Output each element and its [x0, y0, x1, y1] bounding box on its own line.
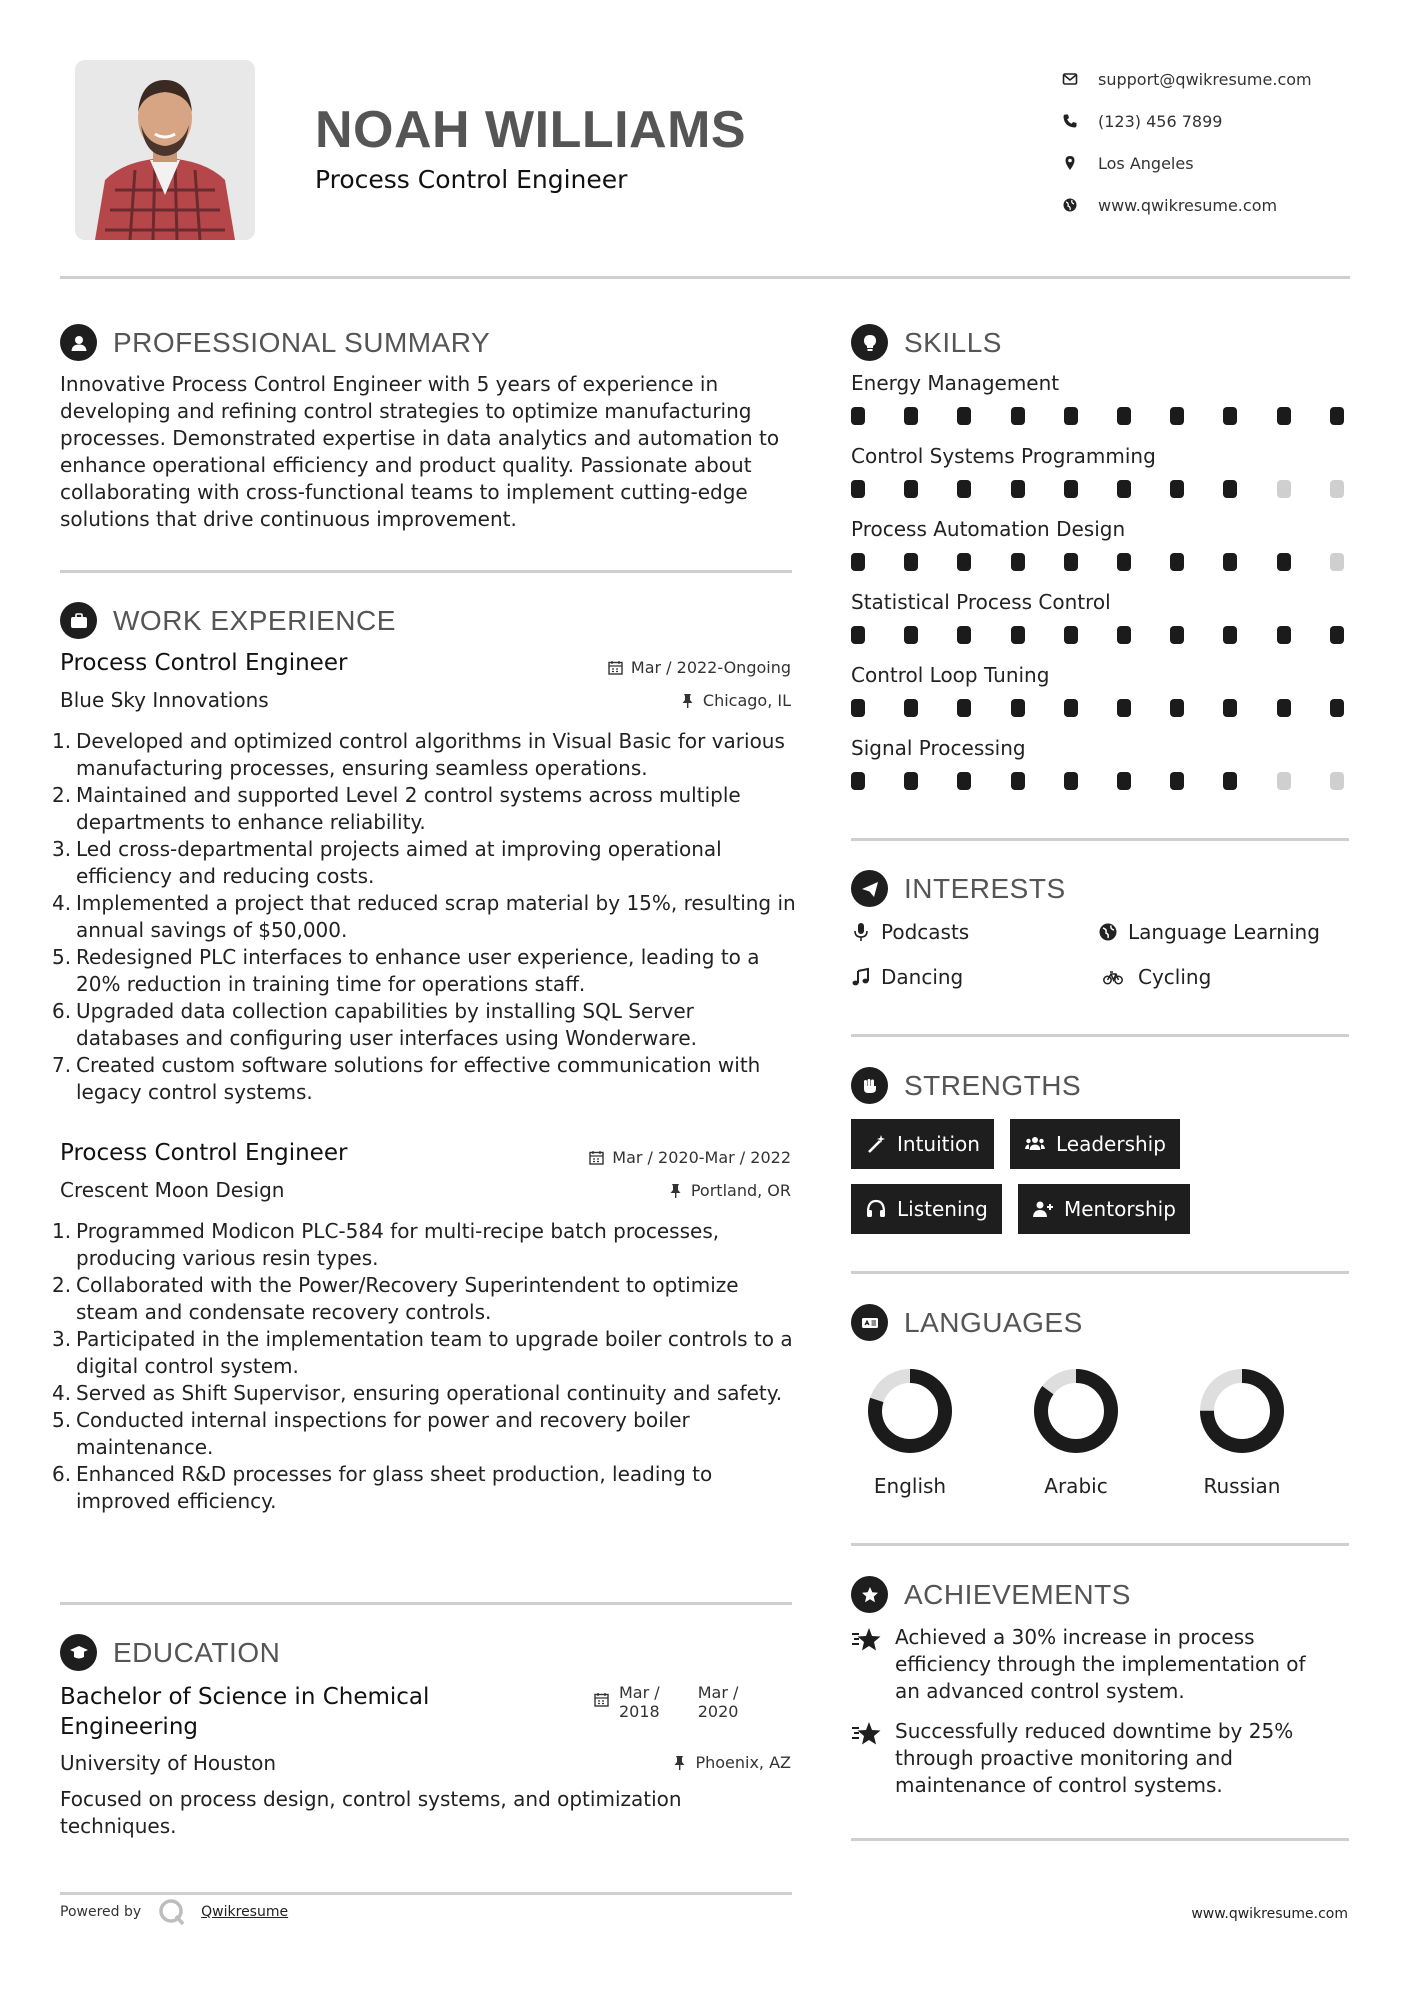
skill-dot-filled — [1064, 699, 1078, 717]
skill-dot-filled — [851, 772, 865, 790]
interest-item — [851, 965, 963, 989]
headphones-icon — [865, 1198, 887, 1220]
job-bullet — [52, 728, 801, 782]
calendar-icon — [589, 1150, 604, 1165]
calendar-icon — [608, 660, 623, 675]
bullet-number: 7. — [52, 1053, 72, 1077]
education-description: Focused on process design, control systems, and optimization techniques. — [60, 1787, 682, 1838]
interest-item — [1098, 965, 1211, 989]
pushpin-icon — [668, 1183, 683, 1198]
bullet-number: 6. — [52, 1462, 72, 1486]
skill-name: Process Automation Design — [851, 517, 1126, 541]
skill-dot-filled — [957, 626, 971, 644]
skill-dot-filled — [851, 480, 865, 498]
skill-dot-filled — [904, 553, 918, 571]
skill-name: Control Loop Tuning — [851, 663, 1050, 687]
skill-rating — [851, 772, 1347, 790]
skill-dot-empty — [1277, 480, 1291, 498]
users-icon — [1024, 1133, 1046, 1155]
bullet-text: Implemented a project that reduced scrap material by 15%, resulting in annual savings of $50,000. — [76, 891, 796, 942]
skill-dot-filled — [957, 699, 971, 717]
job-bullets — [52, 1218, 801, 1515]
skill-dot-empty — [1330, 480, 1344, 498]
languages-heading — [851, 1304, 1083, 1341]
work-heading — [60, 602, 396, 639]
language-donut — [865, 1366, 955, 1456]
skill-dot-filled — [851, 699, 865, 717]
skill-dot-filled — [1064, 772, 1078, 790]
job-bullet — [52, 998, 801, 1052]
skill-rating — [851, 553, 1347, 571]
bullet-number: 1. — [52, 729, 72, 753]
job-location — [668, 1181, 791, 1200]
bullet-number: 6. — [52, 999, 72, 1023]
achievement-item — [851, 1624, 1325, 1705]
education-location-text: Phoenix, AZ — [695, 1753, 791, 1772]
language-name: English — [873, 1474, 947, 1498]
language-item — [1182, 1366, 1302, 1498]
pushpin-icon — [680, 693, 695, 708]
skill-name: Control Systems Programming — [851, 444, 1156, 468]
summary-title: PROFESSIONAL SUMMARY — [113, 326, 491, 358]
footer-divider — [60, 1892, 792, 1895]
bullet-text: Developed and optimized control algorithms in Visual Basic for various manufacturing processes, ensuring seamless operations. — [76, 729, 785, 780]
achievement-text: Achieved a 30% increase in process efficiency through the implementation of an advanced control system. — [895, 1625, 1306, 1703]
job-bullet — [52, 944, 801, 998]
skill-dot-filled — [957, 407, 971, 425]
skill-dot-filled — [1117, 699, 1131, 717]
fist-icon — [851, 1067, 888, 1104]
magic-wand-icon — [865, 1133, 887, 1155]
education-location — [672, 1753, 791, 1772]
job-dates-text: Mar / 2022-Ongoing — [630, 658, 791, 677]
contact-email[interactable] — [1062, 58, 1362, 100]
skill-dot-filled — [1117, 553, 1131, 571]
star-icon — [851, 1720, 883, 1748]
bullet-text: Conducted internal inspections for power and recovery boiler maintenance. — [76, 1408, 690, 1459]
skill-rating — [851, 699, 1347, 717]
skill-dot-filled — [957, 480, 971, 498]
header-divider — [60, 276, 1350, 279]
bullet-text: Redesigned PLC interfaces to enhance user experience, leading to a 20% reduction in training time for operations staff. — [76, 945, 760, 996]
interest-label: Cycling — [1138, 965, 1212, 989]
skill-dot-filled — [851, 626, 865, 644]
achievements-title: ACHIEVEMENTS — [904, 1578, 1131, 1610]
qwikresume-link[interactable]: Qwikresume — [201, 1904, 289, 1920]
education-start — [619, 1683, 660, 1721]
job-bullet — [52, 1218, 801, 1272]
microphone-icon — [851, 922, 871, 942]
achievements-divider — [851, 1838, 1349, 1841]
skill-dot-empty — [1330, 772, 1344, 790]
strength-tag — [1010, 1119, 1180, 1169]
skill-dot-empty — [1330, 553, 1344, 571]
skill-dot-filled — [957, 772, 971, 790]
achievements-heading — [851, 1576, 1131, 1613]
globe-icon — [1098, 922, 1118, 942]
skill-dot-filled — [904, 772, 918, 790]
map-pin-icon — [1062, 155, 1098, 171]
graduation-icon — [60, 1634, 97, 1671]
skill-dot-filled — [851, 553, 865, 571]
skill-dot-filled — [1330, 699, 1344, 717]
bullet-number: 4. — [52, 891, 72, 915]
skill-dot-filled — [1170, 626, 1184, 644]
job-bullet — [52, 1461, 801, 1515]
skill-dot-filled — [1064, 407, 1078, 425]
skill-dot-filled — [1011, 553, 1025, 571]
job-location-text: Portland, OR — [690, 1181, 791, 1200]
education-end-year: 2020 — [697, 1702, 739, 1721]
location-text: Los Angeles — [1098, 153, 1194, 173]
job-company: Blue Sky Innovations — [60, 688, 269, 712]
skill-dot-filled — [1277, 553, 1291, 571]
powered-by-text: Powered by — [60, 1904, 142, 1920]
skill-dot-filled — [904, 626, 918, 644]
strength-tag — [1018, 1184, 1190, 1234]
bullet-number: 3. — [52, 1327, 72, 1351]
languages-title: LANGUAGES — [904, 1306, 1083, 1338]
phone-icon — [1062, 113, 1098, 129]
interests-title: INTERESTS — [904, 872, 1066, 904]
job-bullet — [52, 1407, 801, 1461]
contact-location — [1062, 142, 1362, 184]
skill-name: Signal Processing — [851, 736, 1026, 760]
contact-list — [1062, 58, 1362, 226]
job-location — [680, 691, 791, 710]
bullet-text: Created custom software solutions for effective communication with legacy control systems. — [76, 1053, 761, 1104]
skill-dot-filled — [1170, 772, 1184, 790]
education-start-month: Mar / — [619, 1683, 660, 1702]
pushpin-icon — [672, 1755, 687, 1770]
achievement-item — [851, 1718, 1325, 1799]
language-name: Arabic — [1044, 1474, 1108, 1498]
achievement-text: Successfully reduced downtime by 25% through proactive monitoring and maintenance of control systems. — [895, 1719, 1294, 1797]
job-bullet — [52, 1052, 801, 1106]
language-item — [850, 1366, 970, 1498]
skill-name: Statistical Process Control — [851, 590, 1111, 614]
job-dates — [589, 1148, 791, 1167]
skill-dot-filled — [1330, 407, 1344, 425]
skill-dot-filled — [1277, 699, 1291, 717]
work-title: WORK EXPERIENCE — [113, 604, 396, 636]
paper-plane-icon — [851, 870, 888, 907]
bullet-number: 2. — [52, 1273, 72, 1297]
strengths-title: STRENGTHS — [904, 1069, 1082, 1101]
job-dates — [608, 658, 791, 677]
skill-dot-filled — [1170, 480, 1184, 498]
interest-label: Language Learning — [1128, 920, 1320, 944]
user-plus-icon — [1032, 1198, 1054, 1220]
skill-dot-filled — [904, 480, 918, 498]
briefcase-icon — [60, 602, 97, 639]
star-badge-icon — [851, 1576, 888, 1613]
profile-photo-image — [75, 60, 255, 240]
profile-photo — [75, 60, 255, 240]
interest-label: Dancing — [881, 965, 964, 989]
strength-label: Intuition — [897, 1132, 980, 1156]
language-donut — [1197, 1366, 1287, 1456]
job-location-text: Chicago, IL — [702, 691, 791, 710]
bullet-text: Led cross-departmental projects aimed at improving operational efficiency and reducing costs. — [76, 837, 722, 888]
candidate-name: NOAH WILLIAMS — [315, 101, 747, 159]
skill-dot-filled — [1223, 772, 1237, 790]
skill-dot-filled — [1064, 626, 1078, 644]
bullet-number: 4. — [52, 1381, 72, 1405]
strength-tag — [851, 1119, 994, 1169]
job-title: Process Control Engineer — [60, 1140, 348, 1166]
skill-dot-filled — [1011, 626, 1025, 644]
music-note-icon — [851, 967, 871, 987]
skill-dot-filled — [904, 699, 918, 717]
skill-dot-filled — [1117, 407, 1131, 425]
interests-divider — [851, 1034, 1349, 1037]
skill-dot-filled — [1117, 626, 1131, 644]
strength-tag — [851, 1184, 1002, 1234]
summary-heading — [60, 324, 490, 361]
skills-divider — [851, 838, 1349, 841]
skill-dot-filled — [904, 407, 918, 425]
education-dates — [594, 1683, 738, 1721]
footer-website[interactable]: www.qwikresume.com — [1191, 1906, 1348, 1922]
language-donut — [1031, 1366, 1121, 1456]
skill-dot-filled — [1117, 772, 1131, 790]
skill-dot-filled — [1277, 407, 1291, 425]
job-bullet — [52, 1380, 801, 1407]
summary-text: Innovative Process Control Engineer with 5 years of experience in developing and refining control strategies to optimize manufacturing processes. Demonstrated expertise in data analytics and automation to enhance operational efficiency and product quality. Passionate about collaborating with cross-functional teams to implement cutting-edge solutions that drive continuous improvement. — [60, 372, 780, 531]
bullet-number: 2. — [52, 783, 72, 807]
skill-dot-filled — [1330, 626, 1344, 644]
skill-dot-filled — [1277, 626, 1291, 644]
education-end-month: Mar / — [697, 1683, 739, 1702]
candidate-role: Process Control Engineer — [315, 165, 628, 194]
qwikresume-logo — [157, 1897, 187, 1927]
education-title: EDUCATION — [113, 1636, 281, 1668]
bullet-text: Collaborated with the Power/Recovery Superintendent to optimize steam and condensate recovery controls. — [76, 1273, 739, 1324]
language-item — [1016, 1366, 1136, 1498]
skill-name: Energy Management — [851, 371, 1060, 395]
skill-rating — [851, 407, 1347, 425]
strengths-divider — [851, 1271, 1349, 1274]
interest-item — [1098, 920, 1320, 944]
bullet-text: Served as Shift Supervisor, ensuring operational continuity and safety. — [76, 1381, 783, 1405]
skill-dot-filled — [1011, 699, 1025, 717]
bullet-number: 5. — [52, 1408, 72, 1432]
job-bullet — [52, 890, 801, 944]
job-bullets — [52, 728, 801, 1106]
interest-label: Podcasts — [881, 920, 970, 944]
website-text: www.qwikresume.com — [1098, 195, 1278, 215]
bullet-text: Programmed Modicon PLC-584 for multi-recipe batch processes, producing various resin types. — [76, 1219, 720, 1270]
skill-dot-filled — [957, 553, 971, 571]
bullet-text: Participated in the implementation team to upgrade boiler controls to a digital control system. — [76, 1327, 793, 1378]
bullet-text: Maintained and supported Level 2 control systems across multiple departments to enhance reliability. — [76, 783, 741, 834]
summary-divider — [60, 570, 792, 573]
interests-heading — [851, 870, 1066, 907]
skill-dot-filled — [1011, 480, 1025, 498]
skill-dot-filled — [1170, 699, 1184, 717]
strength-label: Mentorship — [1064, 1197, 1176, 1221]
lightbulb-icon — [851, 324, 888, 361]
star-icon — [851, 1626, 883, 1654]
skill-rating — [851, 480, 1347, 498]
skill-dot-filled — [1064, 553, 1078, 571]
education-end — [698, 1683, 739, 1721]
bicycle-icon — [1098, 967, 1128, 987]
user-icon — [60, 324, 97, 361]
bullet-number: 3. — [52, 837, 72, 861]
bullet-text: Upgraded data collection capabilities by installing SQL Server databases and configuring user interfaces using Wonderware. — [76, 999, 698, 1050]
strength-label: Listening — [897, 1197, 988, 1221]
footer-powered-by — [60, 1897, 288, 1927]
skill-dot-filled — [1223, 553, 1237, 571]
skill-dot-empty — [1277, 772, 1291, 790]
school-name: University of Houston — [60, 1751, 277, 1775]
strength-label: Leadership — [1056, 1132, 1166, 1156]
contact-website[interactable] — [1062, 184, 1362, 226]
bullet-number: 1. — [52, 1219, 72, 1243]
email-text: support@qwikresume.com — [1098, 69, 1312, 89]
bullet-text: Enhanced R&D processes for glass sheet production, leading to improved efficiency. — [76, 1462, 713, 1513]
education-heading — [60, 1634, 280, 1671]
job-title: Process Control Engineer — [60, 650, 348, 676]
language-name: Russian — [1203, 1474, 1281, 1498]
work-divider — [60, 1602, 792, 1605]
skills-title: SKILLS — [904, 326, 1002, 358]
envelope-icon — [1062, 71, 1098, 87]
language-icon — [851, 1304, 888, 1341]
job-dates-text: Mar / 2020-Mar / 2022 — [612, 1148, 791, 1167]
skills-heading — [851, 324, 1002, 361]
bullet-number: 5. — [52, 945, 72, 969]
skill-dot-filled — [1117, 480, 1131, 498]
phone-text: (123) 456 7899 — [1098, 111, 1223, 131]
globe-icon — [1062, 197, 1098, 213]
skill-dot-filled — [1223, 699, 1237, 717]
strengths-heading — [851, 1067, 1081, 1104]
degree-line-1: Bachelor of Science in Chemical — [60, 1684, 430, 1710]
skill-dot-filled — [1223, 407, 1237, 425]
skill-dot-filled — [1011, 407, 1025, 425]
skill-dot-filled — [1223, 626, 1237, 644]
skill-dot-filled — [1223, 480, 1237, 498]
job-company: Crescent Moon Design — [60, 1178, 285, 1202]
job-bullet — [52, 1326, 801, 1380]
contact-phone[interactable] — [1062, 100, 1362, 142]
interest-item — [851, 920, 969, 944]
skill-dot-filled — [851, 407, 865, 425]
languages-divider — [851, 1543, 1349, 1546]
degree-title — [60, 1682, 429, 1742]
skill-rating — [851, 626, 1347, 644]
degree-line-2: Engineering — [60, 1714, 198, 1740]
education-start-year: 2018 — [619, 1702, 660, 1721]
skill-dot-filled — [1170, 553, 1184, 571]
job-bullet — [52, 1272, 801, 1326]
calendar-icon — [594, 1692, 609, 1707]
skill-dot-filled — [1170, 407, 1184, 425]
job-bullet — [52, 782, 801, 836]
job-bullet — [52, 836, 801, 890]
skill-dot-filled — [1064, 480, 1078, 498]
skill-dot-filled — [1011, 772, 1025, 790]
